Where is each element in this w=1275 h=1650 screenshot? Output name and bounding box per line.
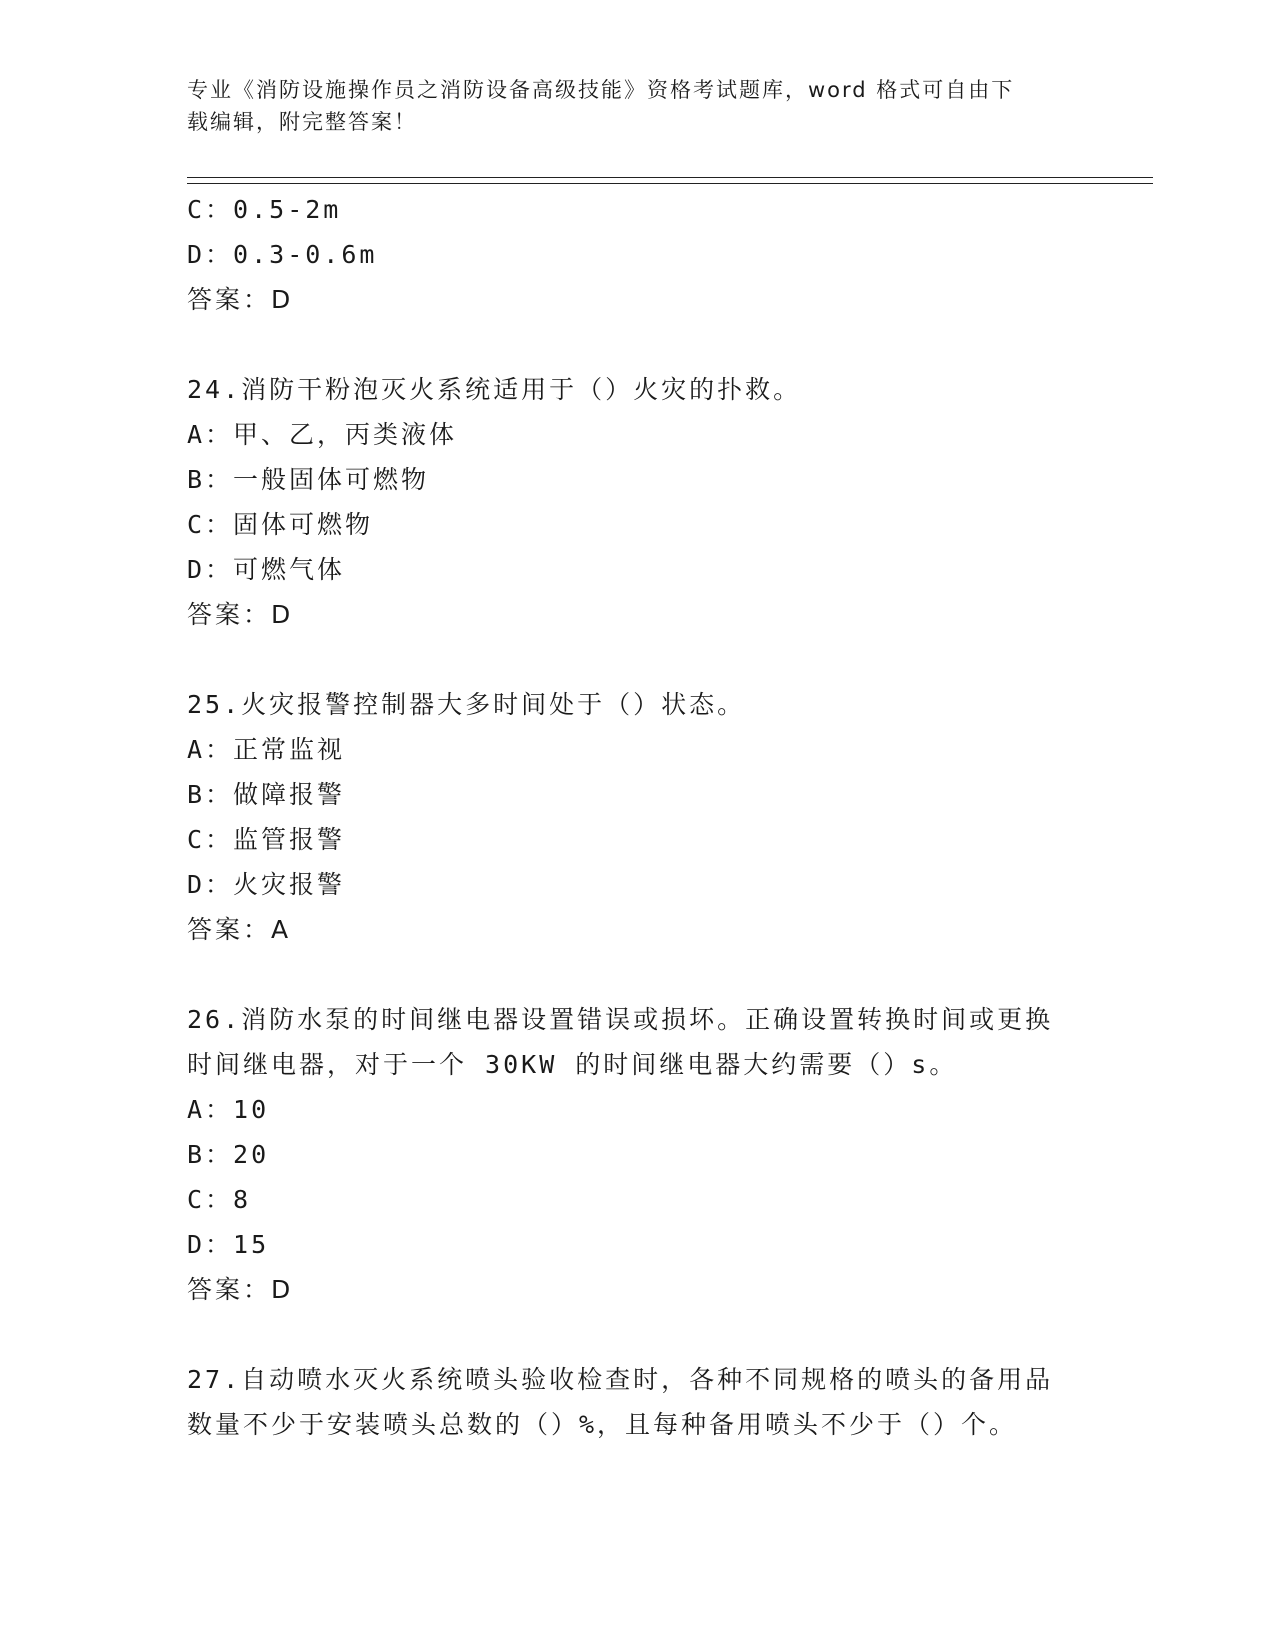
q25-option-a: A：正常监视	[187, 735, 346, 764]
header-divider-bottom	[187, 183, 1153, 184]
document-header	[187, 74, 1087, 138]
q26-stem-line-2: 时间继电器，对于一个 30KW 的时间继电器大约需要（）s。	[187, 1050, 958, 1079]
q25-stem: 25.火灾报警控制器大多时间处于（）状态。	[187, 690, 746, 719]
q26-option-d: D：15	[187, 1230, 270, 1259]
q27-stem-line-1: 27.自动喷水灭火系统喷头验收检查时，各种不同规格的喷头的备用品	[187, 1365, 1054, 1394]
header-divider-top	[187, 177, 1153, 178]
q24-option-a: A：甲、乙，丙类液体	[187, 420, 458, 449]
header-line-1: 专业《消防设施操作员之消防设备高级技能》资格考试题库，word 格式可自由下	[187, 78, 1015, 102]
q27-stem-line-2: 数量不少于安装喷头总数的（）%，且每种备用喷头不少于（）个。	[187, 1410, 1018, 1439]
q26-answer: 答案：D	[187, 1275, 294, 1304]
q26-option-a: A：10	[187, 1095, 270, 1124]
q25-answer: 答案：A	[187, 915, 292, 944]
prev-answer: 答案：D	[187, 285, 294, 314]
q24-option-b: B：一般固体可燃物	[187, 465, 430, 494]
prev-option-d: D：0.3-0.6m	[187, 240, 378, 269]
q25-option-c: C：监管报警	[187, 825, 346, 854]
q24-option-d: D：可燃气体	[187, 555, 346, 584]
q24-answer: 答案：D	[187, 600, 294, 629]
q26-option-b: B：20	[187, 1140, 270, 1169]
q26-stem-line-1: 26.消防水泵的时间继电器设置错误或损坏。正确设置转换时间或更换	[187, 1005, 1054, 1034]
prev-option-c: C：0.5-2m	[187, 195, 342, 224]
q24-stem: 24.消防干粉泡灭火系统适用于（）火灾的扑救。	[187, 375, 802, 404]
q24-option-c: C：固体可燃物	[187, 510, 374, 539]
header-line-2: 载编辑，附完整答案！	[187, 110, 417, 134]
q25-option-b: B：做障报警	[187, 780, 346, 809]
q25-option-d: D：火灾报警	[187, 870, 346, 899]
q26-option-c: C：8	[187, 1185, 252, 1214]
